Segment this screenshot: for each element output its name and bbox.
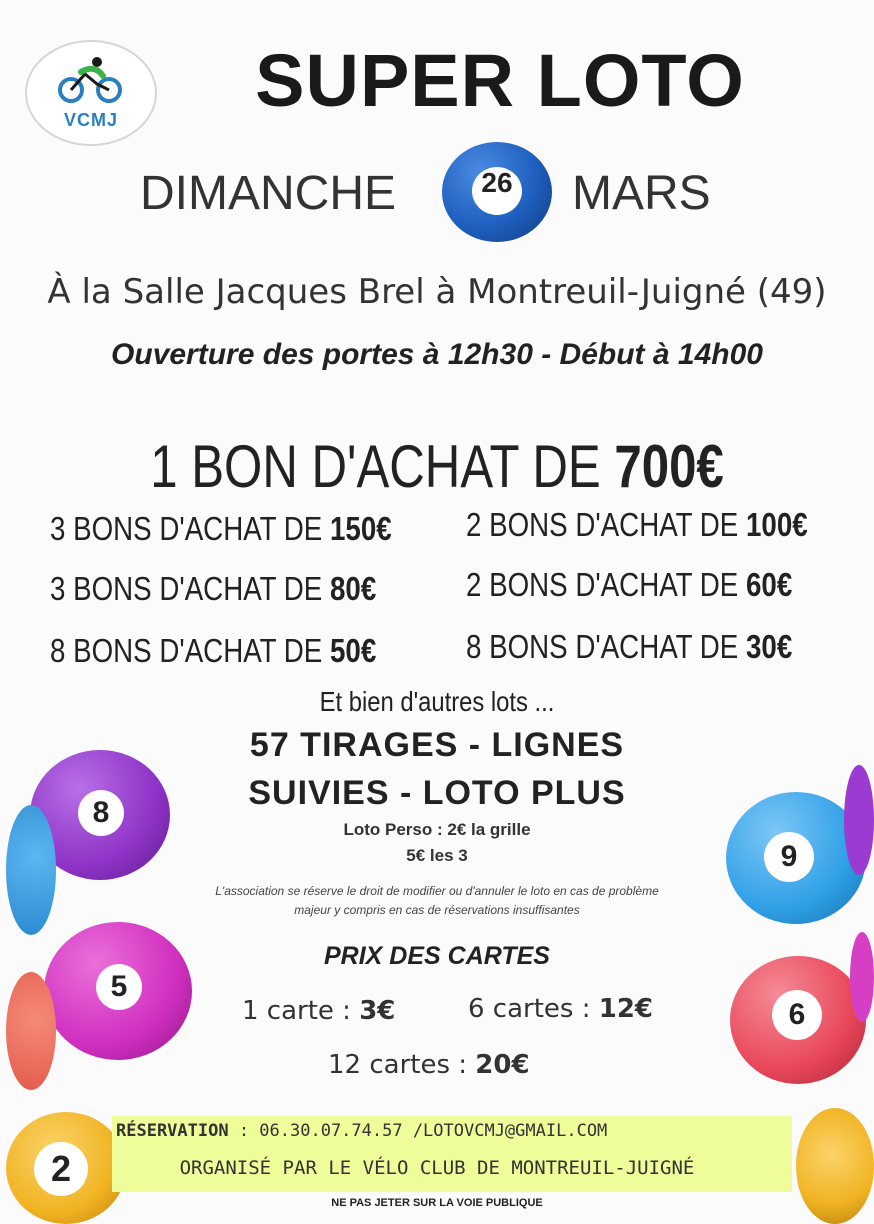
prize-item [466, 506, 808, 544]
lottery-ball-5 [44, 922, 192, 1060]
prize-item [50, 510, 392, 548]
reservation-info [116, 1121, 607, 1141]
disclaimer-line-1: L'association se réserve le droit de modifier ou d'annuler le loto en cas de problème [215, 884, 659, 898]
loto-perso-price: Loto Perso : 2€ la grille [343, 820, 531, 839]
card-price-value: 20€ [475, 1050, 530, 1080]
prize-label: 2 BONS D'ACHAT DE [466, 506, 746, 543]
lottery-ball-6 [730, 956, 866, 1084]
ball-number: 2 [34, 1142, 88, 1196]
lottery-ball-partial [6, 972, 56, 1090]
card-price-value: 12€ [598, 994, 654, 1024]
prize-item [50, 632, 376, 670]
tirages-line-2: SUIVIES - LOTO PLUS [248, 774, 626, 812]
card-price-item [328, 1050, 530, 1080]
prize-item [466, 566, 792, 604]
cyclist-icon [57, 54, 125, 106]
logo-text: VCMJ [63, 110, 118, 130]
date-ball [442, 142, 552, 242]
lottery-ball-partial [844, 765, 874, 875]
main-prize-label: 1 BON D'ACHAT DE [150, 433, 615, 500]
loto-perso-bundle: 5€ les 3 [406, 846, 468, 865]
reservation-contact: : 06.30.07.74.57 /LOTOVCMJ@GMAIL.COM [228, 1121, 608, 1141]
prize-label: 8 BONS D'ACHAT DE [50, 632, 330, 669]
prize-label: 2 BONS D'ACHAT DE [466, 566, 746, 603]
prize-amount: 60€ [745, 566, 793, 603]
prize-amount: 80€ [329, 570, 377, 607]
card-price-item [468, 994, 653, 1024]
prize-amount: 100€ [745, 506, 808, 543]
poster-title: SUPER LOTO [255, 39, 745, 122]
prize-item [50, 570, 376, 608]
card-price-label: 1 carte : [242, 996, 360, 1026]
card-price-item [242, 996, 395, 1026]
ball-number: 8 [78, 790, 124, 836]
club-logo [25, 40, 157, 146]
card-price-label: 6 cartes : [468, 994, 599, 1024]
prize-amount: 50€ [329, 632, 377, 669]
opening-hours: Ouverture des portes à 12h30 - Début à 14h00 [111, 338, 763, 371]
card-prices-title: PRIX DES CARTES [324, 942, 550, 970]
main-prize-amount: 700€ [614, 433, 724, 500]
main-prize [79, 432, 796, 501]
lottery-ball-partial [6, 805, 56, 935]
ball-number: 6 [772, 990, 822, 1040]
tirages-line-1: 57 TIRAGES - LIGNES [249, 726, 625, 764]
prize-item [466, 628, 792, 666]
prize-label: 8 BONS D'ACHAT DE [466, 628, 746, 665]
reservation-label: RÉSERVATION [116, 1121, 229, 1141]
prize-label: 3 BONS D'ACHAT DE [50, 510, 330, 547]
lottery-ball-partial [850, 932, 874, 1022]
month: MARS [572, 167, 711, 220]
footer-notice: NE PAS JETER SUR LA VOIE PUBLIQUE [331, 1197, 543, 1209]
card-price-label: 12 cartes : [328, 1050, 476, 1080]
day-number: 26 [472, 167, 522, 215]
prize-amount: 150€ [329, 510, 392, 547]
card-price-value: 3€ [359, 996, 396, 1026]
prize-label: 3 BONS D'ACHAT DE [50, 570, 330, 607]
prize-amount: 30€ [745, 628, 793, 665]
venue: À la Salle Jacques Brel à Montreuil-Juigné (49) [47, 272, 827, 312]
other-lots: Et bien d'autres lots ... [319, 686, 555, 717]
ball-number: 9 [764, 832, 814, 882]
disclaimer-line-2: majeur y compris en cas de réservations insuffisantes [294, 903, 580, 917]
ball-number: 5 [96, 964, 142, 1010]
organizer: ORGANISÉ PAR LE VÉLO CLUB DE MONTREUIL-JUIGNÉ [179, 1157, 695, 1179]
day-name: DIMANCHE [140, 167, 397, 220]
